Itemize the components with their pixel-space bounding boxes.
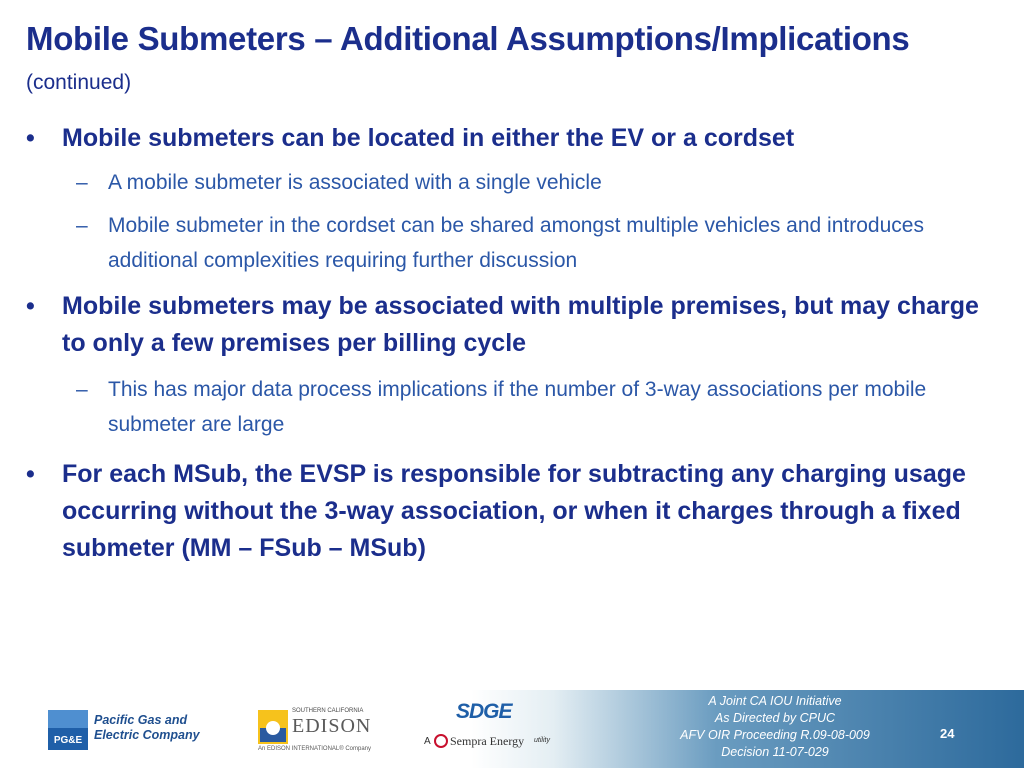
footer-line: Decision 11-07-029 [721,745,829,759]
bullet-2 [26,288,986,362]
sdge-mark: SDGE [456,700,512,723]
slide-subtitle: (continued) [26,71,132,94]
footer-line: AFV OIR Proceeding R.09-08-009 [680,728,870,742]
sub-bullet-1-2 [26,208,986,278]
bullet-text: Mobile submeters may be associated with multiple premises, but may charge to only a few premises per billing cycle [62,292,979,357]
pge-name [94,713,200,743]
edison-sub-text: An EDISON INTERNATIONAL® Company [258,746,372,752]
bullet-text: Mobile submeters can be located in either the EV or a cordset [62,124,795,152]
footer-line: A Joint CA IOU Initiative [708,694,842,708]
pge-mark-icon [48,710,88,750]
dash-icon: – [76,171,88,194]
edison-sun-icon [258,710,288,744]
footer-line: As Directed by CPUC [714,711,836,725]
pge-logo [48,710,208,750]
slide-title: Mobile Submeters – Additional Assumptions/Implications [26,20,910,57]
bullet-1 [26,120,986,157]
sub-bullet-text: This has major data process implications if the number of 3-way associations per mobile submeter are large [108,378,927,436]
dash-icon: – [76,214,88,237]
sempra-a: A [424,736,431,747]
dash-icon: – [76,378,88,401]
bullet-3 [26,456,986,567]
edison-logo [258,708,378,756]
edison-name: EDISON [292,715,372,737]
pge-name-line1: Pacific Gas and [94,713,188,727]
sempra-utility: utility [534,737,550,744]
footer-caption [640,693,910,761]
slide-footer [0,690,1024,768]
pge-mark-text: PG&E [53,735,83,746]
bullet-dot-icon: • [26,292,35,320]
slide-body [26,120,986,567]
sub-bullet-text: Mobile submeter in the cordset can be shared amongst multiple vehicles and introduces additional complexities requiring further discussion [108,214,924,272]
sub-bullet-1-1 [26,165,986,200]
bullet-dot-icon: • [26,460,35,488]
bullet-text: For each MSub, the EVSP is responsible for subtracting any charging usage occurring without the 3-way association, or when it charges through a fixed submeter (MM – FSub – MSub) [62,460,966,562]
edison-small-text: SOUTHERN CALIFORNIA [292,708,364,714]
sempra-icon [434,734,448,748]
page-number: 24 [940,726,955,741]
sub-bullet-text: A mobile submeter is associated with a single vehicle [108,171,602,194]
pge-name-line2: Electric Company [94,728,200,742]
sub-bullet-2-1 [26,372,986,442]
sdge-logo [422,700,552,760]
sempra-name: Sempra Energy [450,734,525,748]
bullet-dot-icon: • [26,124,35,152]
